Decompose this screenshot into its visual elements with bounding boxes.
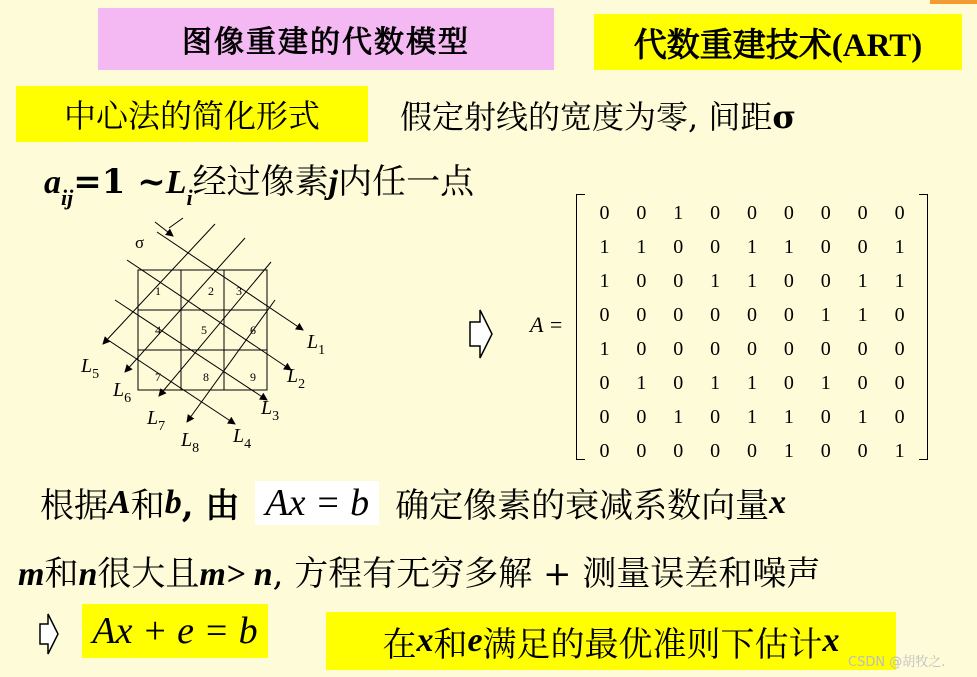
matrix-cell: 0 <box>636 303 647 326</box>
matrix-cell: 1 <box>894 235 905 258</box>
ray-label-3: $L_3$ <box>261 397 280 424</box>
matrix-cell: 0 <box>673 371 684 394</box>
matrix-label: A = <box>530 312 564 337</box>
matrix-cell: 1 <box>783 405 794 428</box>
line3-p4: 确定像素的衰减系数向量 <box>395 486 770 526</box>
matrix-row <box>586 332 918 366</box>
ray-label-4: $L_4$ <box>233 425 252 452</box>
corner-decoration <box>930 0 977 4</box>
cell-9: 9 <box>250 370 256 384</box>
assumption-text <box>400 92 796 138</box>
cell-4: 4 <box>155 323 161 337</box>
line3-p3: , 由 <box>181 486 240 526</box>
matrix-cell: 0 <box>599 371 610 394</box>
matrix-cell: 0 <box>894 303 905 326</box>
implies-arrow-icon-2 <box>38 612 60 656</box>
matrix-cell: 0 <box>673 235 684 258</box>
matrix-cell: 1 <box>673 201 684 224</box>
matrix-A <box>576 192 928 464</box>
matrix-cell: 0 <box>894 201 905 224</box>
matrix-cell: 1 <box>747 405 757 428</box>
matrix-cell: 0 <box>783 303 794 326</box>
line5-p2: 和 <box>433 624 468 665</box>
matrix-cell: 1 <box>783 439 794 462</box>
matrix-cell: 0 <box>894 337 905 360</box>
matrix-cell: 0 <box>820 405 831 428</box>
ray-label-5: $L_5$ <box>81 355 100 382</box>
matrix-cell: 0 <box>783 201 794 224</box>
matrix-row <box>586 366 918 400</box>
art-box <box>594 14 962 70</box>
matrix-row <box>586 400 918 434</box>
cell-1: 1 <box>155 284 161 298</box>
matrix-cell: 1 <box>673 405 684 428</box>
matrix-cell: 0 <box>673 303 684 326</box>
matrix-cell: 0 <box>673 337 684 360</box>
line4-m: m <box>18 556 45 593</box>
matrix-cell: 1 <box>747 371 757 394</box>
matrix-row <box>586 298 918 332</box>
cell-5: 5 <box>201 323 207 337</box>
line-underdetermined <box>18 546 820 595</box>
matrix-cell: 0 <box>673 439 684 462</box>
simplified-form-box <box>16 86 368 142</box>
aij-L-sub: i <box>186 185 193 210</box>
matrix-cell: 0 <box>710 201 721 224</box>
matrix-row <box>586 230 918 264</box>
equation-ax-e-b: Ax + e = b <box>82 604 268 658</box>
ray-line-2 <box>127 260 291 370</box>
matrix-cell: 0 <box>820 235 831 258</box>
matrix-cell: 0 <box>894 371 905 394</box>
matrix-cell: 0 <box>857 371 868 394</box>
matrix-cell: 0 <box>599 303 610 326</box>
matrix-cell: 0 <box>710 405 721 428</box>
line4-p3: , 方程有无穷多解 + 测量误差和噪声 <box>272 554 821 594</box>
line3-p1: 根据 <box>40 486 108 526</box>
line4-n: n <box>78 556 98 593</box>
assumption-main: 假定射线的宽度为零, 间距 <box>400 98 773 136</box>
aij-definition <box>44 154 475 210</box>
line5-p1: 在 <box>382 624 417 665</box>
matrix-cell: 0 <box>783 371 794 394</box>
matrix-row <box>586 196 918 230</box>
matrix-row <box>586 264 918 298</box>
page-title: 图像重建的代数模型 <box>182 25 470 60</box>
line-determine-x <box>40 478 786 527</box>
simplified-form-label: 中心法的简化形式 <box>63 97 320 135</box>
ray-line-1 <box>157 232 303 330</box>
line3-x: x <box>769 483 787 521</box>
matrix-cell: 0 <box>599 405 610 428</box>
matrix-rows <box>586 196 918 468</box>
matrix-bracket-left <box>576 194 585 460</box>
matrix-cell: 1 <box>820 303 831 326</box>
matrix-cell: 0 <box>710 439 721 462</box>
matrix-cell: 0 <box>820 439 831 462</box>
matrix-cell: 0 <box>857 337 868 360</box>
ray-label-6: $L_6$ <box>113 379 132 406</box>
aij-sub: ij <box>61 185 74 210</box>
grid-sigma: σ <box>135 233 145 252</box>
matrix-cell: 1 <box>710 269 721 292</box>
matrix-cell: 0 <box>783 269 794 292</box>
matrix-cell: 0 <box>857 235 868 258</box>
line5-x2: x <box>822 622 840 659</box>
cell-6: 6 <box>250 323 256 337</box>
aij-eq: =1 ~ <box>73 162 166 202</box>
matrix-cell: 0 <box>636 439 647 462</box>
matrix-cell: 1 <box>599 235 610 258</box>
line5-p3: 满足的最优准则下估计 <box>482 624 823 665</box>
line5-e: e <box>467 622 483 659</box>
aij-tail: 内任一点 <box>338 162 475 202</box>
line5-x: x <box>416 622 434 659</box>
ray-label-1: $L_1$ <box>307 331 326 358</box>
line3-b: b <box>164 483 182 521</box>
matrix-cell: 1 <box>894 269 905 292</box>
ray-line-6 <box>125 238 245 372</box>
matrix-cell: 0 <box>599 201 610 224</box>
line4-p2: 很大且 <box>97 554 200 594</box>
implies-arrow-icon <box>468 308 494 360</box>
matrix-cell: 1 <box>710 371 721 394</box>
matrix-cell: 1 <box>747 235 757 258</box>
matrix-cell: 0 <box>599 439 610 462</box>
matrix-cell: 1 <box>636 235 647 258</box>
cell-2: 2 <box>208 284 214 298</box>
aij-mid: 经过像素 <box>192 162 329 202</box>
matrix-cell: 1 <box>747 269 757 292</box>
matrix-cell: 0 <box>820 337 831 360</box>
aij-L: L <box>165 164 187 201</box>
cell-8: 8 <box>203 370 209 384</box>
matrix-cell: 0 <box>747 439 757 462</box>
ray-label-7: $L_7$ <box>147 407 166 434</box>
matrix-cell: 0 <box>894 405 905 428</box>
ray-label-8: $L_8$ <box>181 429 200 456</box>
line3-p2: 和 <box>130 486 165 526</box>
matrix-cell: 0 <box>857 201 868 224</box>
cell-3: 3 <box>236 284 242 298</box>
title-box <box>98 8 554 70</box>
watermark: CSDN @胡牧之. <box>848 655 946 670</box>
matrix-cell: 1 <box>636 371 647 394</box>
matrix-cell: 0 <box>820 269 831 292</box>
matrix-cell: 0 <box>747 201 757 224</box>
matrix-cell: 1 <box>599 337 610 360</box>
matrix-cell: 0 <box>710 303 721 326</box>
matrix-row <box>586 434 918 468</box>
matrix-cell: 1 <box>599 269 610 292</box>
matrix-cell: 0 <box>857 439 868 462</box>
art-label: 代数重建技术(ART) <box>633 27 923 64</box>
matrix-cell: 1 <box>894 439 905 462</box>
matrix-cell: 1 <box>783 235 794 258</box>
matrix-cell: 0 <box>820 201 831 224</box>
line4-cond: m> n <box>199 556 273 593</box>
assumption-sigma: σ <box>772 98 796 136</box>
pixel-grid-diagram <box>75 212 345 460</box>
matrix-cell: 0 <box>636 405 647 428</box>
matrix-cell: 0 <box>783 337 794 360</box>
matrix-cell: 0 <box>636 201 647 224</box>
matrix-cell: 1 <box>857 405 868 428</box>
matrix-cell: 0 <box>636 337 647 360</box>
equation-ax-b: Ax = b <box>255 481 379 525</box>
ray-label-2: $L_2$ <box>287 365 306 392</box>
matrix-cell: 0 <box>747 337 757 360</box>
estimate-box <box>326 612 896 670</box>
ray-line-4 <box>105 338 235 424</box>
line3-A: A <box>108 483 131 521</box>
matrix-cell: 1 <box>857 269 868 292</box>
aij-j: j <box>328 164 339 201</box>
matrix-cell: 1 <box>820 371 831 394</box>
line4-p1: 和 <box>44 554 79 594</box>
matrix-cell: 0 <box>747 303 757 326</box>
matrix-cell: 0 <box>673 269 684 292</box>
matrix-cell: 0 <box>636 269 647 292</box>
cell-7: 7 <box>155 370 161 384</box>
matrix-bracket-right <box>919 194 928 460</box>
matrix-cell: 0 <box>710 235 721 258</box>
matrix-cell: 0 <box>710 337 721 360</box>
matrix-cell: 1 <box>857 303 868 326</box>
aij-a: a <box>44 164 61 201</box>
